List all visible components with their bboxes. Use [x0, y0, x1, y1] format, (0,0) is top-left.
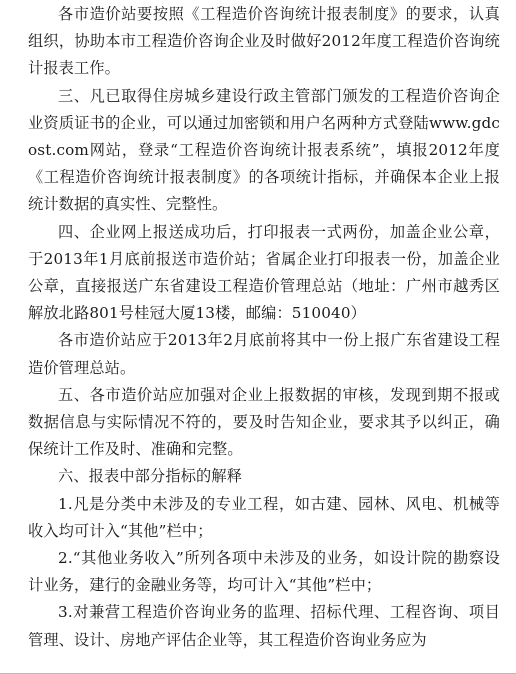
paragraph-item-3: 3.对兼营工程造价咨询业务的监理、招标代理、工程咨询、项目管理、设计、房地产评估企业等，其工程造价咨询业务应为: [28, 603, 500, 649]
paragraph-cost-stations-instructions: 各市造价站要按照《工程造价咨询统计报表制度》的要求，认真组织，协助本市工程造价咨询企业及时做好2012年度工程造价咨询统计报表工作。: [28, 5, 500, 78]
paragraph-indicator-heading: 六、报表中部分指标的解释: [58, 467, 243, 486]
paragraph-forward-report: 各市造价站应于2013年2月底前将其中一份上报广东省建设工程造价管理总站。: [28, 331, 500, 377]
paragraph-online-reporting: 三、凡已取得住房城乡建设行政主管部门颁发的工程造价咨询企业资质证书的企业，可以通过加密锁和用户名两种方式登陆www.gdcost.com网站，登录“工程造价咨询统计报表系统”，填报2012年度《工程造价咨询统计报表制度》的各项统计指标，并确保本企业上报统计数据的真实性、完整性。: [28, 86, 500, 214]
paragraph-print-submission: 四、企业网上报送成功后，打印报表一式两份，加盖企业公章，于2013年1月底前报送市造价站；省属企业打印报表一份，加盖企业公章，直接报送广东省建设工程造价管理总站（地址：广州市越秀区解放北路801号桂冠大厦13楼，邮编：510040）: [28, 222, 500, 323]
paragraph-data-review: 五、各市造价站应加强对企业上报数据的审核，发现到期不报或数据信息与实际情况不符的，要及时告知企业，要求其予以纠正，确保统计工作及时、准确和完整。: [28, 385, 500, 459]
document-text: [28, 1, 500, 654]
paragraph-item-2: 2.“其他业务收入”所列各项中未涉及的业务，如设计院的勘察设计业务，建行的金融业务等，均可计入“其他”栏中；: [28, 549, 500, 595]
paragraph-item-1: 1.凡是分类中未涉及的专业工程，如古建、园林、风电、机械等收入均可计入“其他”栏中；: [28, 494, 500, 540]
